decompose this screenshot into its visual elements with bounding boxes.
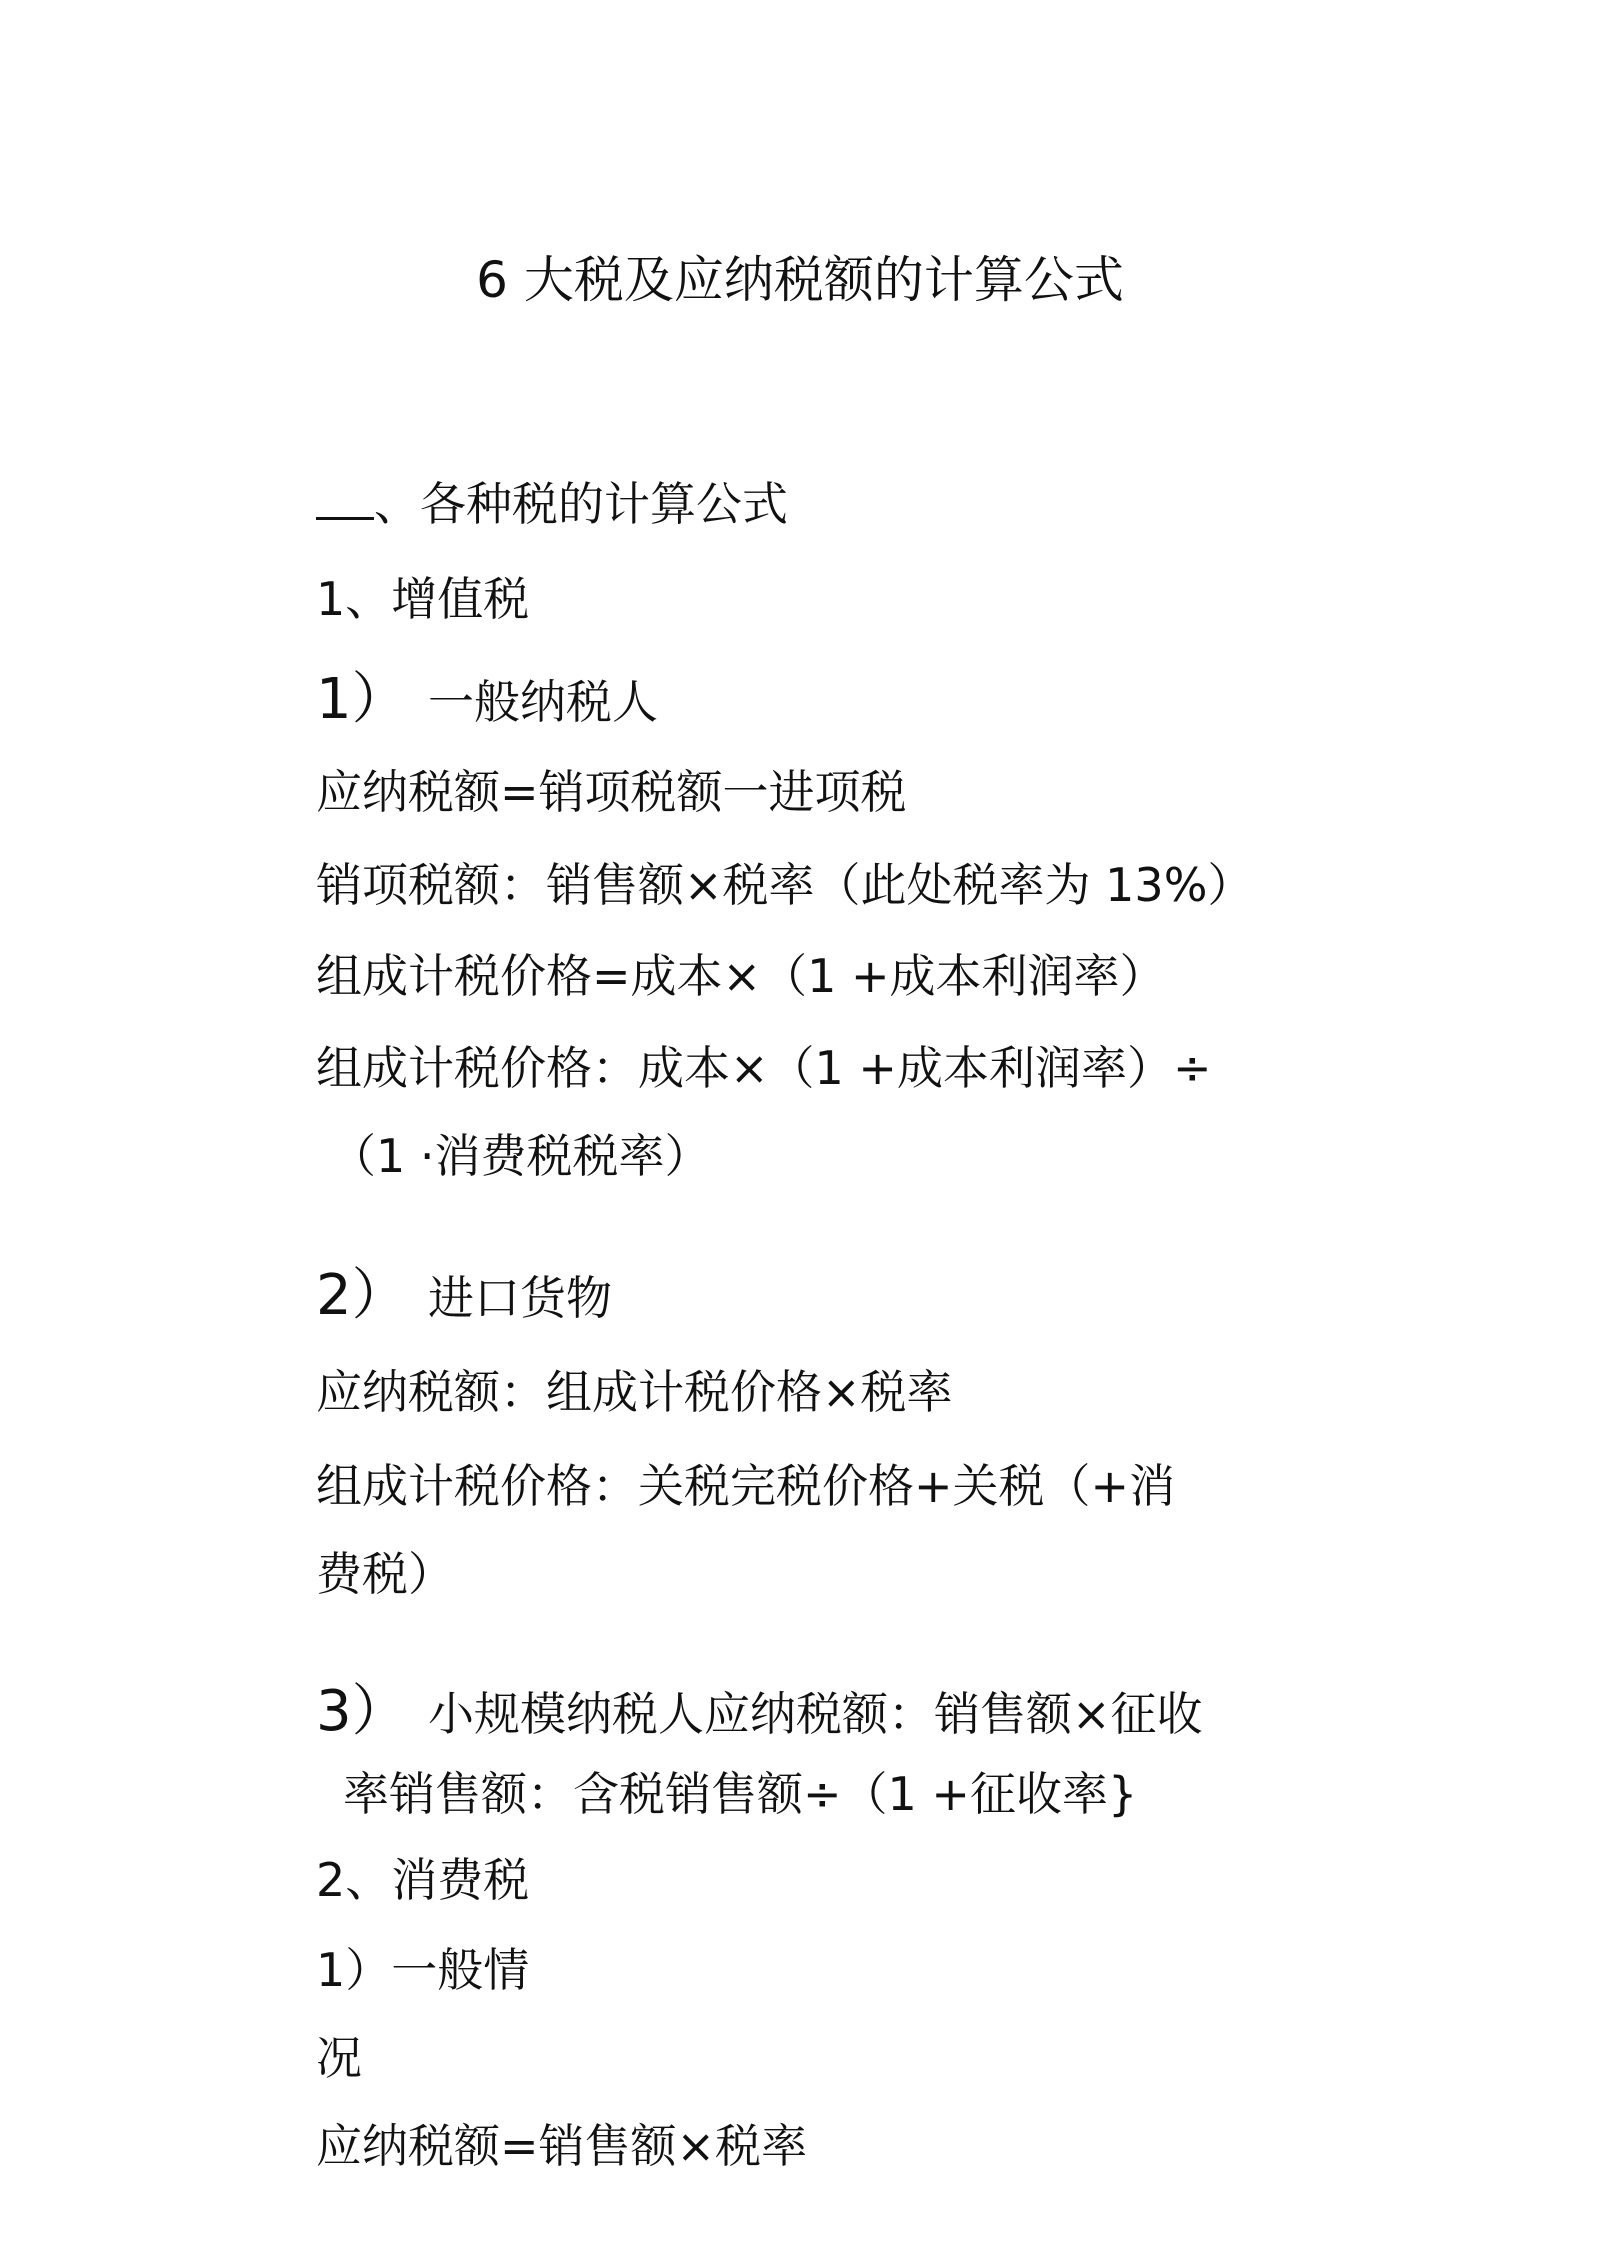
item-number: 2） (316, 1263, 408, 1328)
formula-line: （1 ·消费税税率） (330, 1129, 711, 1183)
formula-line: 率销售额：含税销售额÷（1 +征收率} (343, 1767, 1138, 1821)
item-label: 进口货物 (428, 1271, 612, 1325)
formula-line: 应纳税额=销售额×税率 (316, 2119, 808, 2173)
formula-line: 组成计税价格：成本×（1 +成本利润率）÷ (316, 1041, 1212, 1095)
formula-line: 销项税额：销售额×税率（此处税率为 13%） (316, 858, 1254, 912)
blank-underline (316, 477, 374, 520)
item-number: 3） (316, 1679, 408, 1744)
page-title: 6 大税及应纳税额的计算公式 (476, 251, 1124, 309)
section-heading-text: 、各种税的计算公式 (374, 477, 788, 531)
consumption-heading: 2、消费税 (316, 1853, 530, 1907)
formula-line: 组成计税价格=成本×（1 +成本利润率） (316, 949, 1166, 1003)
vat-small-heading (316, 1679, 1203, 1755)
consumption-general-label: 1）一般情 (316, 1943, 530, 1997)
vat-import-heading (316, 1263, 612, 1339)
vat-general-heading (316, 667, 658, 743)
formula-line: 应纳税额：组成计税价格×税率 (316, 1365, 953, 1419)
formula-line: 组成计税价格：关税完税价格+关税（+消 (316, 1459, 1176, 1513)
vat-heading: 1、增值税 (316, 572, 530, 626)
item-number: 1） (316, 667, 408, 732)
item-label: 一般纳税人 (428, 675, 658, 729)
formula-line: 费税） (316, 1547, 454, 1601)
formula-line: 应纳税额=销项税额一进项税 (316, 765, 907, 819)
section-heading (316, 476, 788, 532)
item-label: 小规模纳税人应纳税额：销售额×征收 (428, 1687, 1203, 1741)
consumption-general-label-cont: 况 (316, 2031, 362, 2085)
